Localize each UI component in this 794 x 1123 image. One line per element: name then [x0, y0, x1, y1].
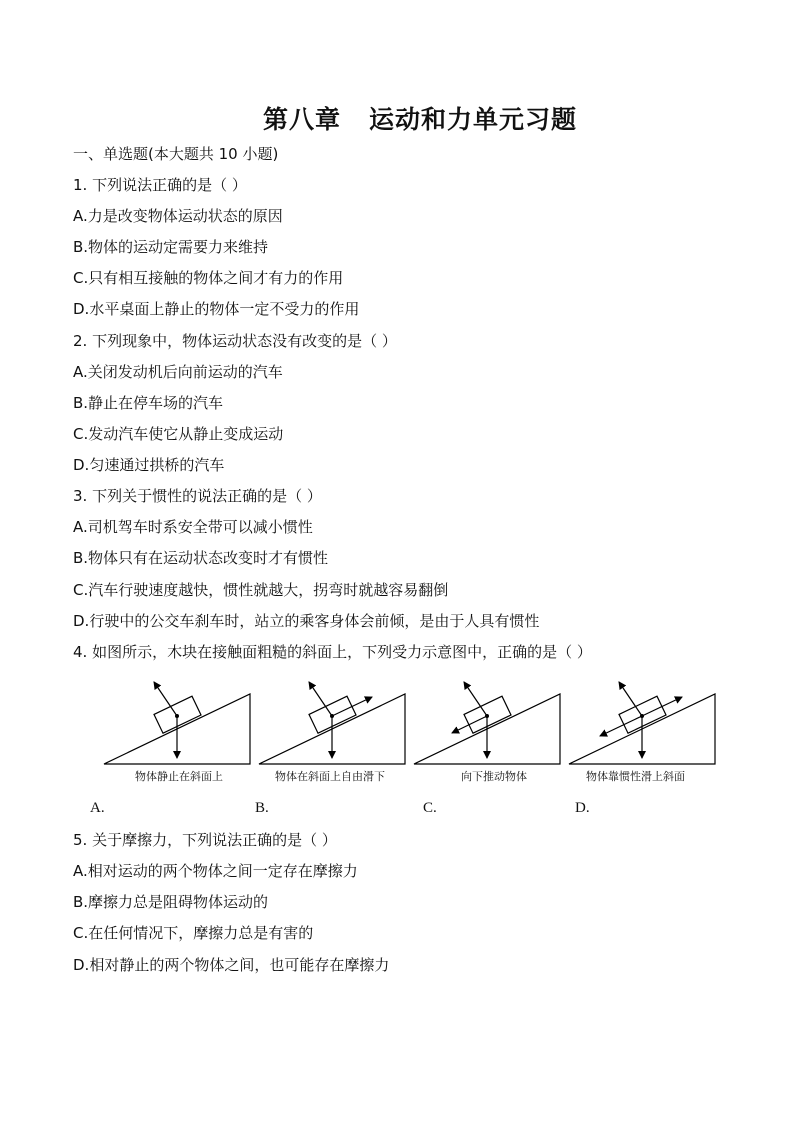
- force-diagram-c: [412, 676, 564, 768]
- question-4: 4. 如图所示，木块在接触面粗糙的斜面上，下列受力示意图中，正确的是（ ）: [73, 643, 592, 661]
- figure-option-d: D.: [575, 800, 590, 816]
- figure-option-c: C.: [423, 800, 437, 816]
- q5-option-d: D.相对静止的两个物体之间，也可能存在摩擦力: [73, 956, 390, 974]
- q2-option-c: C.发动汽车使它从静止变成运动: [73, 425, 284, 443]
- q3-option-a: A.司机驾车时系安全带可以减小惯性: [73, 518, 313, 536]
- q1-option-b: B.物体的运动定需要力来维持: [73, 238, 269, 256]
- q1-option-c: C.只有相互接触的物体之间才有力的作用: [73, 269, 344, 287]
- question-5: 5. 关于摩擦力，下列说法正确的是（ ）: [73, 831, 337, 849]
- figure-caption-d: 物体靠惯性滑上斜面: [586, 770, 685, 783]
- q2-option-d: D.匀速通过拱桥的汽车: [73, 456, 225, 474]
- q3-option-d: D.行驶中的公交车刹车时，站立的乘客身体会前倾，是由于人具有惯性: [73, 612, 540, 630]
- q1-option-a: A.力是改变物体运动状态的原因: [73, 207, 283, 225]
- section-heading: 一、单选题(本大题共 10 小题): [73, 145, 279, 163]
- q3-option-b: B.物体只有在运动状态改变时才有惯性: [73, 549, 329, 567]
- question-3: 3. 下列关于惯性的说法正确的是（ ）: [73, 487, 322, 505]
- force-arrow: [452, 716, 487, 733]
- figure-option-b: B.: [255, 800, 269, 816]
- q3-option-c: C.汽车行驶速度越快，惯性就越大，拐弯时就越容易翻倒: [73, 581, 449, 599]
- force-arrow: [309, 682, 332, 716]
- page-title: [0, 100, 794, 136]
- force-diagram-b: [257, 676, 409, 768]
- force-diagram-d: [567, 676, 719, 768]
- chapter-name: 运动和力单元习题: [369, 105, 578, 134]
- q5-option-a: A.相对运动的两个物体之间一定存在摩擦力: [73, 862, 358, 880]
- force-arrow: [464, 682, 487, 716]
- figure-caption-a: 物体静止在斜面上: [135, 770, 223, 783]
- q1-option-d: D.水平桌面上静止的物体一定不受力的作用: [73, 300, 360, 318]
- figure-caption-b: 物体在斜面上自由滑下: [275, 770, 385, 783]
- q5-option-c: C.在任何情况下，摩擦力总是有害的: [73, 924, 314, 942]
- q2-option-b: B.静止在停车场的汽车: [73, 394, 224, 412]
- q2-option-a: A.关闭发动机后向前运动的汽车: [73, 363, 283, 381]
- force-arrow: [619, 682, 642, 716]
- force-diagram-a: [102, 676, 254, 768]
- figure-option-a: A.: [90, 800, 105, 816]
- chapter-number: 第八章: [262, 105, 341, 134]
- question-1: 1. 下列说法正确的是（ ）: [73, 176, 247, 194]
- force-arrow: [154, 682, 177, 716]
- q5-option-b: B.摩擦力总是阻碍物体运动的: [73, 893, 269, 911]
- question-2: 2. 下列现象中，物体运动状态没有改变的是（ ）: [73, 332, 397, 350]
- figure-caption-c: 向下推动物体: [461, 770, 527, 783]
